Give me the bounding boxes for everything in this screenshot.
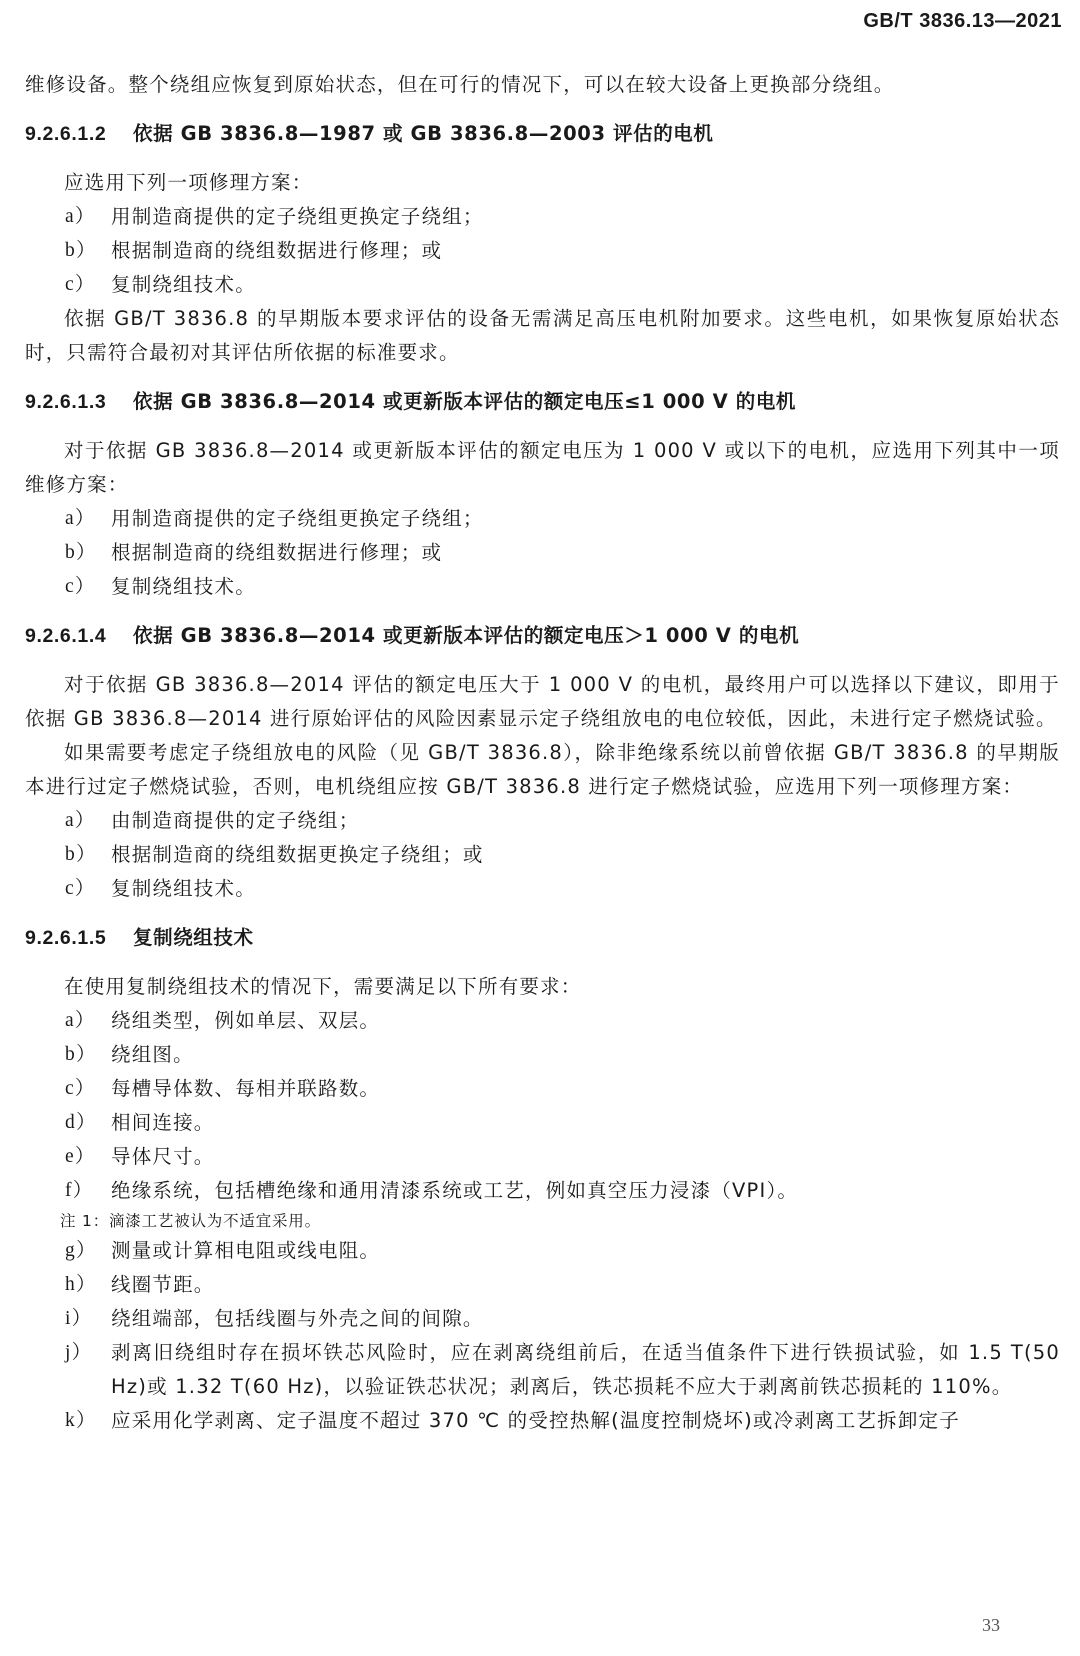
list-item: [25, 234, 1060, 268]
list-text: 复制绕组技术。: [111, 273, 256, 296]
list-text: 根据制造商的绕组数据进行修理；或: [111, 239, 443, 262]
list-text: 复制绕组技术。: [111, 575, 256, 598]
list-text: 线圈节距。: [111, 1273, 215, 1296]
section-paragraph: 如果需要考虑定子绕组放电的风险（见 GB/T 3836.8），除非绝缘系统以前曾依据 GB/T 3836.8 的早期版本进行过定子燃烧试验，否则，电机绕组应按 GB/T 3836.8 进行定子燃烧试验，应选用下列一项修理方案：: [25, 741, 1060, 798]
list-text: 测量或计算相电阻或线电阻。: [111, 1239, 381, 1262]
list-item: [25, 1234, 1060, 1268]
list-text: 应采用化学剥离、定子温度不超过 370 ℃ 的受控热解(温度控制烧坏)或冷剥离工艺拆卸定子: [111, 1409, 960, 1432]
list-marker: c）: [65, 1078, 96, 1099]
section-heading-9-2-6-1-5: [25, 921, 1060, 955]
document-body: [25, 68, 1060, 1438]
list-text: 绝缘系统，包括槽绝缘和通用清漆系统或工艺，例如真空压力浸漆（VPI）。: [111, 1179, 799, 1202]
section-lead: 应选用下列一项修理方案：: [64, 171, 313, 194]
list-item: [25, 1174, 1060, 1208]
list-item: [25, 872, 1060, 906]
list-item: [25, 1004, 1060, 1038]
section-number: 9.2.6.1.4: [25, 625, 107, 647]
list-marker: b）: [65, 542, 97, 563]
list-marker: f）: [65, 1180, 94, 1201]
intro-paragraph: 维修设备。整个绕组应恢复到原始状态，但在可行的情况下，可以在较大设备上更换部分绕组。: [25, 73, 895, 96]
section-lead: 在使用复制绕组技术的情况下，需要满足以下所有要求：: [64, 975, 582, 998]
list-item: [25, 1072, 1060, 1106]
section-title: 复制绕组技术: [133, 926, 254, 949]
list-text: 根据制造商的绕组数据更换定子绕组；或: [111, 843, 484, 866]
list-marker: a）: [65, 508, 96, 529]
list-item: [25, 200, 1060, 234]
list-text: 每槽导体数、每相并联路数。: [111, 1077, 381, 1100]
list-text: 绕组类型，例如单层、双层。: [111, 1009, 381, 1032]
list-marker: a）: [65, 810, 96, 831]
list-item: [25, 1038, 1060, 1072]
list-item: [25, 1336, 1060, 1404]
section-paragraph: 对于依据 GB 3836.8—2014 评估的额定电压大于 1 000 V 的电机，最终用户可以选择以下建议，即用于依据 GB 3836.8—2014 进行原始评估的风险因素显示定子绕组放电的电位较低，因此，未进行定子燃烧试验。: [25, 673, 1060, 730]
list-marker: c）: [65, 274, 96, 295]
list-item: [25, 570, 1060, 604]
list-text: 导体尺寸。: [111, 1145, 215, 1168]
standard-code: GB/T 3836.13—2021: [863, 10, 1062, 32]
section-number: 9.2.6.1.3: [25, 391, 107, 413]
list-marker: b）: [65, 1044, 97, 1065]
list-item: [25, 804, 1060, 838]
list-text: 复制绕组技术。: [111, 877, 256, 900]
list-marker: b）: [65, 240, 97, 261]
list-item: [25, 1106, 1060, 1140]
list-item: [25, 502, 1060, 536]
list-marker: h）: [65, 1274, 97, 1295]
list-item: [25, 1404, 1060, 1438]
list-marker: j）: [65, 1342, 93, 1363]
list-text: 由制造商提供的定子绕组；: [111, 809, 360, 832]
list-marker: a）: [65, 1010, 96, 1031]
section-title: 依据 GB 3836.8—1987 或 GB 3836.8—2003 评估的电机: [133, 122, 714, 145]
list-text: 绕组图。: [111, 1043, 194, 1066]
section-title: 依据 GB 3836.8—2014 或更新版本评估的额定电压＞1 000 V 的电机: [133, 624, 800, 647]
section-number: 9.2.6.1.5: [25, 927, 107, 949]
list-marker: c）: [65, 576, 96, 597]
section-title: 依据 GB 3836.8—2014 或更新版本评估的额定电压≤1 000 V 的电机: [133, 390, 797, 413]
note: 注 1：滴漆工艺被认为不适宜采用。: [60, 1212, 321, 1230]
section-lead: 对于依据 GB 3836.8—2014 或更新版本评估的额定电压为 1 000 V 或以下的电机，应选用下列其中一项维修方案：: [25, 439, 1060, 496]
section-heading-9-2-6-1-2: [25, 117, 1060, 151]
list-marker: k）: [65, 1410, 97, 1431]
list-text: 剥离旧绕组时存在损坏铁芯风险时，应在剥离绕组前后，在适当值条件下进行铁损试验，如 1.5 T(50 Hz)或 1.32 T(60 Hz)，以验证铁芯状况；剥离后，铁芯损耗不应大于剥离前铁芯损耗的 110%。: [111, 1341, 1060, 1398]
list-text: 相间连接。: [111, 1111, 215, 1134]
list-item: [25, 1302, 1060, 1336]
list-marker: e）: [65, 1146, 96, 1167]
list-item: [25, 1268, 1060, 1302]
list-item: [25, 1140, 1060, 1174]
list-marker: d）: [65, 1112, 97, 1133]
list-marker: c）: [65, 878, 96, 899]
list-item: [25, 268, 1060, 302]
section-heading-9-2-6-1-4: [25, 619, 1060, 653]
list-item: [25, 838, 1060, 872]
section-heading-9-2-6-1-3: [25, 385, 1060, 419]
page-number: 33: [982, 1615, 1000, 1635]
list-marker: a）: [65, 206, 96, 227]
section-paragraph: 依据 GB/T 3836.8 的早期版本要求评估的设备无需满足高压电机附加要求。这些电机，如果恢复原始状态时，只需符合最初对其评估所依据的标准要求。: [25, 307, 1060, 364]
list-marker: i）: [65, 1308, 93, 1329]
list-marker: b）: [65, 844, 97, 865]
list-text: 用制造商提供的定子绕组更换定子绕组；: [111, 205, 484, 228]
list-text: 绕组端部，包括线圈与外壳之间的间隙。: [111, 1307, 484, 1330]
list-text: 用制造商提供的定子绕组更换定子绕组；: [111, 507, 484, 530]
list-text: 根据制造商的绕组数据进行修理；或: [111, 541, 443, 564]
list-marker: g）: [65, 1240, 97, 1261]
list-item: [25, 536, 1060, 570]
section-number: 9.2.6.1.2: [25, 123, 107, 145]
